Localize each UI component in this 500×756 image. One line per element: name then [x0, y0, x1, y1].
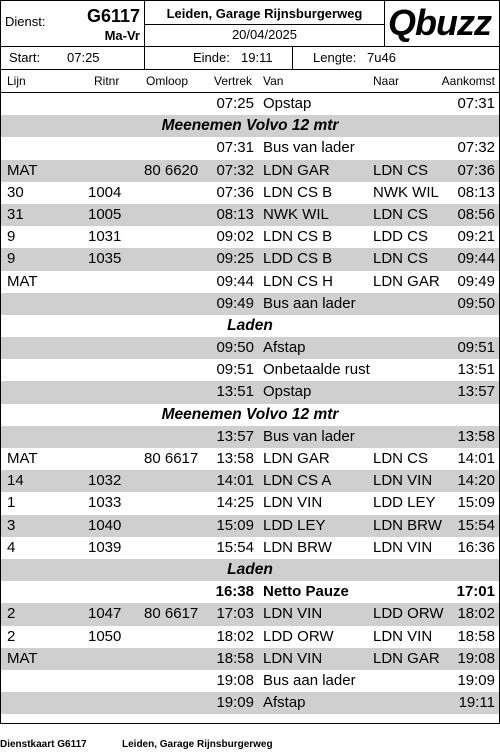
cell-vertrek: 15:54	[216, 538, 254, 556]
section-row	[1, 559, 499, 581]
cell-ritnr: 1047	[88, 605, 122, 623]
section-title: Meenemen Volvo 12 mtr	[161, 117, 339, 135]
cell-van: Onbetaalde rust	[263, 361, 370, 379]
cell-omloop: 80 6617	[144, 450, 199, 467]
section-row	[1, 404, 499, 426]
cell-aankomst: 15:09	[457, 494, 495, 512]
cell-van: LDN CS B	[263, 183, 333, 201]
cell-naar: LDN VIN	[373, 538, 433, 556]
cell-ritnr: 1040	[88, 516, 122, 534]
schedule-row	[1, 204, 499, 226]
cell-aankomst: 09:50	[457, 294, 495, 312]
cell-naar: LDN GAR	[373, 649, 440, 667]
cell-naar: LDN VIN	[373, 472, 433, 490]
cell-vertrek: 09:02	[216, 228, 254, 246]
schedule-row	[1, 293, 499, 315]
cell-aankomst: 16:36	[457, 538, 495, 556]
cell-naar: LDN CS	[373, 161, 429, 179]
cell-lijn: MAT	[7, 272, 38, 290]
cell-lijn: 9	[7, 250, 16, 268]
header-top-row	[1, 1, 499, 47]
cell-naar: LDN BRW	[373, 516, 442, 534]
cell-omloop: 80 6620	[144, 161, 199, 179]
cell-van: LDD ORW	[263, 627, 334, 645]
start-segment	[1, 47, 145, 69]
einde-time: 19:11	[241, 50, 273, 65]
cell-vertrek: 13:57	[216, 427, 254, 445]
cell-naar: LDN CS	[373, 250, 429, 268]
schedule-row	[1, 626, 499, 648]
schedule-row	[1, 182, 499, 204]
cell-aankomst: 09:21	[457, 228, 495, 246]
cell-naar: LDN CS	[373, 205, 429, 223]
cell-naar: LDN VIN	[373, 627, 433, 645]
cell-van: NWK WIL	[263, 205, 329, 223]
schedule-row	[1, 492, 499, 514]
garage-name: Leiden, Garage Rijnsburgerweg	[145, 3, 384, 25]
cell-ritnr: 1005	[88, 205, 122, 223]
schedule-row	[1, 248, 499, 270]
cell-lijn: 2	[7, 605, 16, 623]
cell-lijn: 30	[7, 183, 24, 201]
cell-van: Bus van lader	[263, 427, 355, 445]
cell-van: Opstap	[263, 383, 312, 401]
cell-lijn: 2	[7, 627, 16, 645]
lengte-label: Lengte:	[313, 50, 357, 65]
cell-aankomst: 18:02	[457, 605, 495, 623]
start-label: Start:	[9, 50, 41, 65]
cell-vertrek: 13:51	[216, 383, 254, 401]
cell-vertrek: 09:25	[216, 250, 254, 268]
cell-naar: LDD ORW	[373, 605, 444, 623]
cell-aankomst: 13:51	[457, 361, 495, 379]
cell-aankomst: 19:09	[457, 671, 495, 689]
cell-ritnr: 1033	[88, 494, 122, 512]
garage-cell	[145, 1, 385, 46]
cell-aankomst: 14:01	[457, 450, 495, 467]
header-times-row	[1, 47, 499, 70]
cell-van: LDN VIN	[263, 649, 323, 667]
cell-aankomst: 09:49	[457, 272, 495, 290]
qbuzz-logo: Qbuzz	[388, 2, 491, 43]
cell-vertrek: 09:49	[216, 294, 254, 312]
cell-lijn: 14	[7, 472, 24, 490]
cell-vertrek: 08:13	[216, 205, 254, 223]
cell-vertrek: 07:25	[216, 95, 254, 112]
cell-van: LDN VIN	[263, 494, 323, 512]
section-row	[1, 115, 499, 137]
cell-ritnr: 1032	[88, 472, 122, 490]
schedule-row	[1, 581, 499, 603]
cell-vertrek: 09:44	[216, 272, 254, 290]
dienst-cell	[1, 1, 145, 46]
schedule-row	[1, 137, 499, 159]
col-naar: Naar	[373, 74, 400, 88]
cell-naar: LDD LEY	[373, 494, 436, 512]
footer-dienstkaart: Dienstkaart G6117	[0, 739, 87, 750]
cell-vertrek: 18:58	[216, 649, 254, 667]
cell-van: Afstap	[263, 339, 306, 357]
schedule-row	[1, 515, 499, 537]
cell-lijn: 31	[7, 205, 24, 223]
col-aankomst: Aankomst	[441, 74, 495, 88]
cell-lijn: MAT	[7, 649, 38, 667]
cell-van: LDD LEY	[263, 516, 326, 534]
cell-aankomst: 13:57	[457, 383, 495, 401]
cell-vertrek: 09:51	[216, 361, 254, 379]
cell-ritnr: 1050	[88, 627, 122, 645]
cell-vertrek: 19:09	[216, 694, 254, 712]
cell-vertrek: 14:25	[216, 494, 254, 512]
lengte-value: 7u46	[367, 50, 396, 65]
cell-aankomst: 09:44	[457, 250, 495, 268]
cell-vertrek: 14:01	[216, 472, 254, 490]
schedule-row	[1, 426, 499, 448]
cell-van: LDN VIN	[263, 605, 323, 623]
cell-vertrek: 13:58	[216, 450, 254, 467]
einde-label: Einde:	[193, 50, 230, 65]
schedule-row	[1, 470, 499, 492]
schedule-row	[1, 692, 499, 714]
cell-naar: LDN CS	[373, 450, 429, 467]
dienst-days: Ma-Vr	[104, 28, 140, 43]
col-van: Van	[263, 74, 284, 88]
schedule-row	[1, 537, 499, 559]
cell-lijn: 1	[7, 494, 16, 512]
cell-van: LDN GAR	[263, 450, 330, 467]
einde-segment	[145, 47, 293, 69]
logo-cell	[385, 1, 499, 46]
cell-van: Netto Pauze	[263, 583, 349, 601]
cell-aankomst: 13:58	[457, 427, 495, 445]
cell-vertrek: 19:08	[216, 671, 254, 689]
cell-van: Opstap	[263, 95, 312, 112]
cell-vertrek: 17:03	[216, 605, 254, 623]
cell-aankomst: 07:36	[457, 161, 495, 179]
cell-aankomst: 08:13	[457, 183, 495, 201]
cell-aankomst: 08:56	[457, 205, 495, 223]
cell-aankomst: 18:58	[457, 627, 495, 645]
lengte-segment	[293, 47, 499, 69]
dienst-label: Dienst:	[5, 14, 46, 29]
dienst-code: G6117	[86, 6, 140, 26]
cell-naar: NWK WIL	[373, 183, 439, 201]
cell-naar: LDN GAR	[373, 272, 440, 290]
cell-van: LDN CS H	[263, 272, 334, 290]
cell-vertrek: 15:09	[216, 516, 254, 534]
cell-vertrek: 18:02	[216, 627, 254, 645]
cell-van: Bus aan lader	[263, 294, 356, 312]
start-time: 07:25	[67, 50, 100, 65]
col-lijn: Lijn	[7, 74, 26, 88]
cell-aankomst: 19:08	[457, 649, 495, 667]
cell-van: LDN BRW	[263, 538, 332, 556]
schedule-row	[1, 359, 499, 381]
cell-van: LDN CS A	[263, 472, 332, 490]
col-vertrek: Vertrek	[214, 74, 253, 88]
schedule-row	[1, 271, 499, 293]
schedule-row	[1, 93, 499, 115]
schedule-row	[1, 381, 499, 403]
cell-aankomst: 09:51	[457, 339, 495, 357]
cell-van: LDD CS B	[263, 250, 333, 268]
cell-aankomst: 19:11	[458, 694, 495, 712]
schedule-row	[1, 448, 499, 470]
section-title: Laden	[227, 560, 273, 578]
cell-lijn: 3	[7, 516, 16, 534]
col-ritnr: Ritnr	[94, 74, 120, 88]
schedule-table	[1, 93, 499, 714]
cell-aankomst: 17:01	[456, 583, 495, 601]
cell-vertrek: 07:32	[216, 161, 254, 179]
cell-vertrek: 09:50	[216, 339, 254, 357]
column-header-row	[1, 70, 499, 93]
cell-ritnr: 1035	[88, 250, 122, 268]
cell-aankomst: 07:32	[457, 139, 495, 157]
cell-omloop: 80 6617	[144, 605, 199, 623]
schedule-row	[1, 337, 499, 359]
cell-van: LDN CS B	[263, 228, 333, 246]
cell-ritnr: 1031	[88, 228, 122, 246]
cell-van: Bus aan lader	[263, 671, 356, 689]
cell-vertrek: 16:38	[215, 583, 254, 601]
schedule-row	[1, 648, 499, 670]
cell-van: LDN GAR	[263, 161, 330, 179]
cell-vertrek: 07:31	[216, 139, 254, 157]
cell-lijn: 4	[7, 538, 16, 556]
cell-lijn: MAT	[7, 161, 38, 179]
schedule-row	[1, 603, 499, 625]
section-row	[1, 315, 499, 337]
cell-van: Bus van lader	[263, 139, 355, 157]
cell-aankomst: 14:20	[457, 472, 495, 490]
schedule-row	[1, 226, 499, 248]
cell-lijn: MAT	[7, 450, 38, 467]
cell-naar: LDD CS	[373, 228, 429, 246]
cell-van: Afstap	[263, 694, 306, 712]
footer-garage: Leiden, Garage Rijnsburgerweg	[122, 739, 273, 750]
cell-vertrek: 07:36	[216, 183, 254, 201]
schedule-row	[1, 160, 499, 182]
section-title: Meenemen Volvo 12 mtr	[161, 405, 339, 423]
cell-ritnr: 1039	[88, 538, 122, 556]
cell-lijn: 9	[7, 228, 16, 246]
cell-ritnr: 1004	[88, 183, 122, 201]
cell-aankomst: 07:31	[457, 95, 495, 112]
cell-aankomst: 15:54	[457, 516, 495, 534]
schedule-row	[1, 670, 499, 692]
service-date: 20/04/2025	[231, 27, 298, 42]
section-title: Laden	[227, 316, 273, 334]
col-omloop: Omloop	[146, 74, 189, 88]
